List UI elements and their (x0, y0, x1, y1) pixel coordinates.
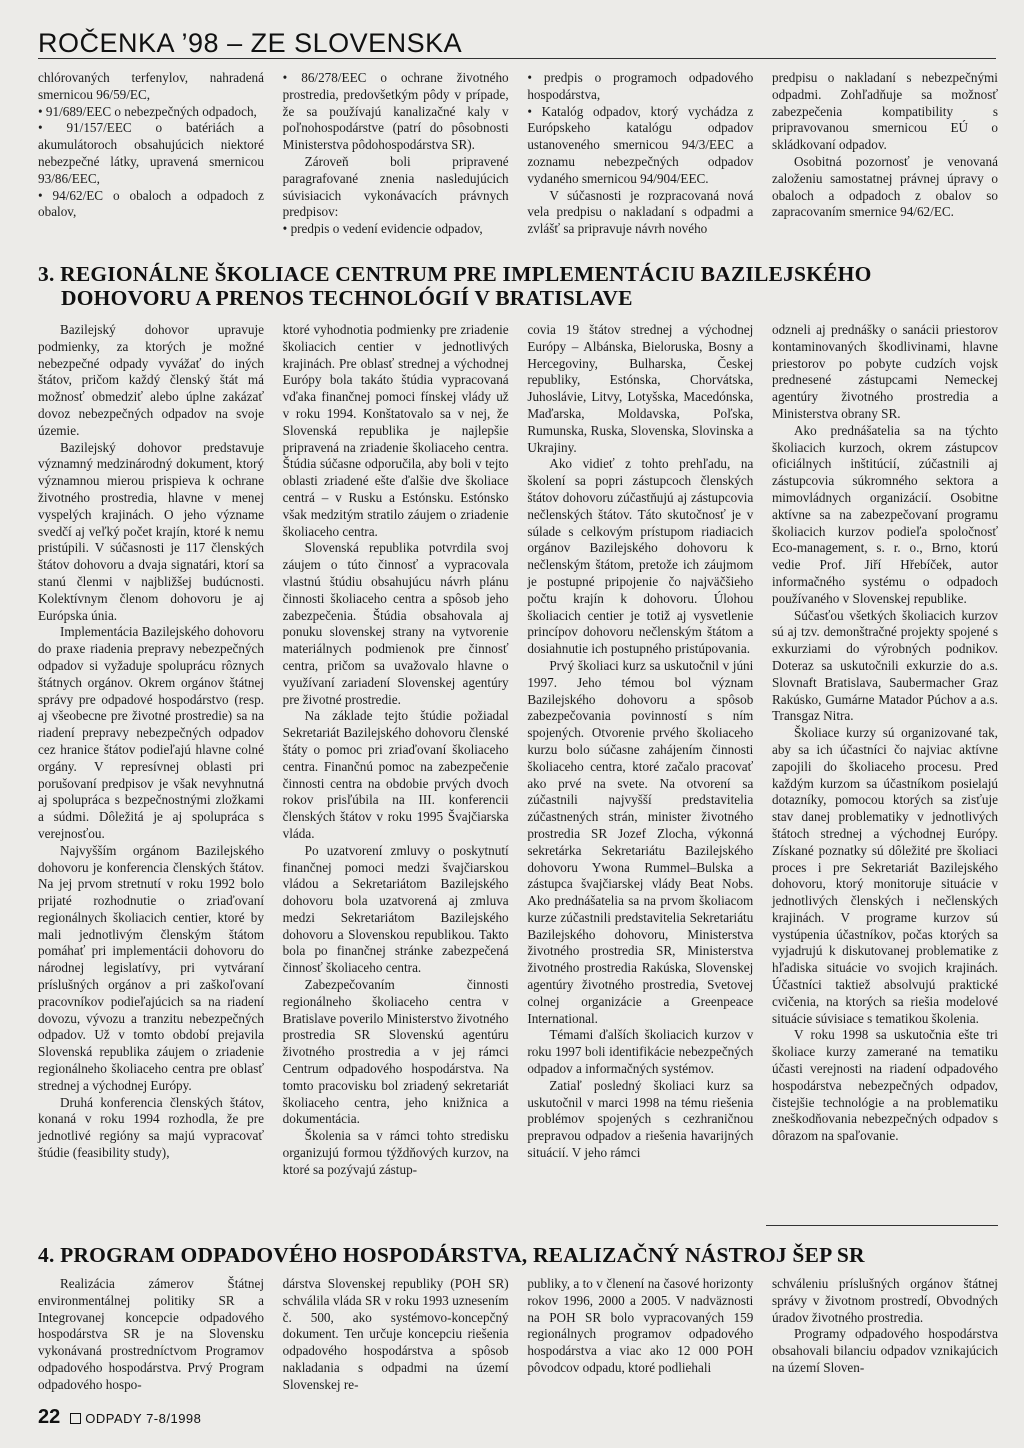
paragraph: Najvyšším orgánom Bazilejského dohovoru je konferencia členských štátov. Na jej prvom stretnutí v roku 1992 bolo prijaté rozhodnutie o zriaďovaní regionálnych školiacich centier, ktoré by mali jednotlivým členským štátom pomáhať pri implementácii dohovoru do národnej legislatívy, pri vytváraní príslušných orgánov a pri zaškoľovaní pracovníkov podieľajúcich sa na riadení dovozu, vývozu a tranzitu nebezpečných odpadov. Už v tomto období prejavila Slovenská republika záujem o zriadenie regionálneho školiaceho centra pre oblasť strednej a východnej Európy. (38, 842, 264, 1093)
paragraph: • predpis o programoch odpadového hospodárstva, (527, 70, 754, 102)
paragraph: Témami ďalších školiacich kurzov v roku 1997 boli identifikácie nebezpečných odpadov a informačných systémov. (527, 1027, 754, 1077)
section-3-column-3 (527, 322, 753, 1179)
paragraph: odzneli aj prednášky o sanácii priestorov kontaminovaných škodlivinami, hlavne priestorov po pobyte cudzích vojsk prednesené zástupcami Nemeckej agentúry životného prostredia a Ministerstva obrany SR. (771, 322, 998, 421)
paragraph: Ako vidieť z tohto prehľadu, na školení sa popri zástupcoch členských štátov dohovoru zúčastňujú aj zástupcovia nečlenských štátov. Táto skutočnosť je v súlade s celkovým prístupom riadiacich orgánov Bazilejského dohovoru k nečlenským štátom, pretože ich záujmom je postupné pripojenie čo najväčšieho počtu krajín k dohovoru. Úlohou školiacich centier je totiž aj vysvetlenie princípov dohovoru nečlenským štátom a dosiahnutie ich postupného pristúpovania. (527, 456, 754, 657)
paragraph: Školiace kurzy sú organizované tak, aby sa ich účastníci čo najviac aktívne zapojili do školiaceho procesu. Pred každým kurzom sa účastníkom posielajú dotazníky, pomocou ktorých sa zisťuje stav danej problematiky v jednotlivých štátoch strednej a východnej Európy. Získané poznatky sú dôležité pre školiaci proces i pre Sekretariát Bazilejského dohovoru, ktorý monitoruje situácie v jednotlivých členských i nečlenských krajinách. V programe kurzov sú vystúpenia účastníkov, počas ktorých sa vyjadrujú k diskutovanej problematike z hľadiska situácie vo svojich krajinách. Účastníci taktiež absolvujú praktické cvičenia, na ktorých sa riešia modelové situácie súvisiace s tematikou školenia. (771, 725, 998, 1026)
section-3-columns (38, 322, 998, 1179)
paragraph: V roku 1998 sa uskutočnia ešte tri školiace kurzy zamerané na tematiku účasti verejnosti na riadení odpadového hospodárstva nebezpečných odpadov, čistejšie technológie a na problematiku zneškodňovania nebezpečných odpadov s dôrazom na spaľovanie. (771, 1027, 998, 1144)
section-divider (766, 1225, 998, 1226)
paragraph: Na základe tejto štúdie požiadal Sekretariát Bazilejského dohovoru členské štáty o pomoc pri zriaďovaní školiaceho centra. Finančnú pomoc na zabezpečenie činnosti centra na obdobie prvých dvoch rokov prisľúbila na III. konferencii členských štátov v roku 1995 Švajčiarska vláda. (282, 708, 509, 841)
top-columns (38, 70, 998, 238)
paragraph: dárstva Slovenskej republiky (POH SR) schválila vláda SR v roku 1993 uznesením č. 500, ako systémovo-koncepčný dokument. Ten určuje koncepciu riešenia odpadového hospodárstva a spôsob nakladania s odpadmi na území Slovenskej re- (282, 1276, 509, 1392)
section-3-title-line: 3. REGIONÁLNE ŠKOLIACE CENTRUM PRE IMPLEMENTÁCIU BAZILEJSKÉHO (38, 262, 872, 286)
page-header: ROČENKA ’98 – ZE SLOVENSKA (38, 28, 463, 58)
paragraph: Po uzatvorení zmluvy o poskytnutí finančnej pomoci medzi švajčiarskou vládou a Sekretariátom Bazilejského dohovoru bola uzatvorená aj zmluva medzi Sekretariátom Bazilejského dohovoru a Slovenskou republikou. Takto bola po finančnej stránke zabezpečená činnosť školiaceho centra. (282, 842, 509, 976)
section-4-columns (38, 1276, 998, 1394)
section-3-column-4 (772, 322, 998, 1179)
paragraph: • 91/157/EEC o batériách a akumulátoroch obsahujúcich niektoré nebezpečné látky, upravená smernicou 93/86/EEC, (38, 120, 264, 186)
section-4-column-1 (38, 1276, 264, 1394)
paragraph: Realizácia zámerov Štátnej environmentálnej politiky SR a Integrovanej koncepcie odpadového hospodárstva SR je na Slovensku vykonávaná prostredníctvom Programov odpadového hospodárstva. Prvý Program odpadového hospo- (38, 1276, 264, 1392)
paragraph: Slovenská republika potvrdila svoj záujem o túto činnosť a vypracovala vlastnú štúdiu obsahujúcu návrh plánu činnosti školiaceho centra a spôsob jeho zabezpečenia. Štúdia obsahovala aj ponuku slovenskej strany na vytvorenie materiálnych podmienok pre činnosť centra, pričom sa uvažovalo hlavne o využívaní zariadení Slovenskej agentúry pre životné prostredie. (282, 540, 509, 707)
paragraph: ktoré vyhodnotia podmienky pre zriadenie školiacich centier v jednotlivých krajinách. Pre oblasť strednej a východnej Európy bola takáto štúdia vypracovaná vďaka finančnej pomoci fínskej vlády už v roku 1994. Konštatovalo sa v nej, že Slovenská republika je najlepšie pripravená na zriadenie školiaceho centra. Štúdia súčasne odporučila, aby boli v tejto oblasti zriadené ešte ďalšie dve školiace centrá – v Rusku a Estónsku. Estónsko však medzitým stratilo záujem o zriadenie školiaceho centra. (282, 322, 509, 539)
paragraph: Bazilejský dohovor upravuje podmienky, za ktorých je možné nebezpečné odpady vyvážať do iných štátov, pričom každý členský štát má možnosť obmedziť alebo úplne zakázať dovoz nebezpečných odpadov na svoje územie. (38, 322, 264, 438)
square-bullet-icon (70, 1413, 81, 1424)
paragraph: Ako prednášatelia sa na týchto školiacich kurzoch, okrem zástupcov oficiálnych inštitúcií, zúčastnili aj zástupcovia súkromného sektora a mimovládnych organizácií. Osobitne aktívne sa na zabezpečovaní programu školiacich kurzov podieľa spoločnosť Eco-management, s. r. o., Brno, ktorú vedie Prof. Jiří Hřebíček, autor informačného systému o odpadoch používaného v Slovenskej republike. (771, 422, 998, 606)
paragraph: • 91/689/EEC o nebezpečných odpadoch, (38, 103, 257, 119)
magazine-name (70, 1411, 201, 1426)
paragraph: Zároveň boli pripravené paragrafované znenia nasledujúcich súvisiacich vykonávacích právnych predpisov: (282, 153, 509, 220)
paragraph: chlórovaných terfenylov, nahradená smernicou 96/59/EC, (38, 70, 264, 102)
paragraph: V súčasnosti je rozpracovaná nová vela predpisu o nakladaní s odpadmi a zvlášť sa pripravuje návrh nového (527, 187, 754, 237)
section-3-column-2 (283, 322, 509, 1179)
paragraph: Zatiaľ posledný školiaci kurz sa uskutočnil v marci 1998 na tému riešenia problémov spojených s cezhraničnou prepravou odpadov a riešenia havarijných situácií. V jeho rámci (527, 1077, 754, 1161)
top-column-4 (772, 70, 998, 238)
paragraph: • Katalóg odpadov, ktorý vychádza z Európskeho katalógu odpadov ustanoveného smernicou 94/3/EEC a zoznamu nebezpečných odpadov vydaného smernicou 94/904/EEC. (527, 103, 754, 186)
paragraph: Prvý školiaci kurz sa uskutočnil v júni 1997. Jeho témou bol význam Bazilejského dohovoru a spôsob zabezpečovania povinností s ním spojených. Otvorenie prvého školiaceho kurzu bolo súčasne zahájením činnosti školiaceho centra, ktoré začalo pracovať ako prvé na svete. Na otvorení sa zúčastnili najvyšší predstavitelia zúčastnených strán, minister životného prostredia SR Jozef Zlocha, výkonná sekretárka Sekretariátu Bazilejského dohovoru Ywona Rummel–Bulska a zástupca švajčiarskej vlády Beat Nobs. Ako prednášatelia sa na prvom školiacom kurze zúčastnili predstavitelia Sekretariátu Bazilejského dohovoru, Ministerstva životného prostredia SR, Ministerstva životného prostredia Rakúska, Slovenskej agentúry životného prostredia, Svetovej colnej organizácie a Greenpeace International. (527, 657, 754, 1026)
page-number: 22 (38, 1406, 61, 1428)
paragraph: • 94/62/EC o obaloch a odpadoch z obalov, (38, 187, 264, 220)
paragraph: • predpis o vedení evidencie odpadov, (282, 221, 483, 237)
top-column-3 (527, 70, 753, 238)
page-footer (38, 1406, 201, 1429)
section-4-column-4 (772, 1276, 998, 1394)
paragraph: Súčasťou všetkých školiacich kurzov sú aj tzv. demonštračné projekty spojené s exkurziami do výrobných podnikov. Doteraz sa uskutočnili exkurzie do a.s. Slovnaft Bratislava, Saubermacher Graz Rakúsko, Gumárne Matador Púchov a a.s. Transgaz Nitra. (771, 607, 998, 724)
section-4-column-2 (283, 1276, 509, 1394)
section-3-title-line: DOHOVORU A PRENOS TECHNOLÓGIÍ V BRATISLAVE (61, 286, 633, 310)
top-column-1 (38, 70, 264, 238)
paragraph: publiky, a to v členení na časové horizonty rokov 1996, 2000 a 2005. V nadväznosti na POH SR bolo vypracovaných 159 regionálnych programov odpadového hospodárstva a viac ako 12 000 POH pôvodcov odpadu, ktoré podliehali (527, 1276, 754, 1375)
section-4-column-3 (527, 1276, 753, 1394)
section-4-title: 4. PROGRAM ODPADOVÉHO HOSPODÁRSTVA, REALIZAČNÝ NÁSTROJ ŠEP SR (38, 1243, 865, 1267)
header-rule (38, 58, 996, 59)
paragraph: Zabezpečovaním činnosti regionálneho školiaceho centra v Bratislave poverilo Ministerstvo životného prostredia SR Slovenskú agentúru životného prostredia a v jej rámci Centrum odpadového hospodárstva. Na tomto pracovisku bol zriadený sekretariát školiaceho centra, jeho knižnica a dokumentácia. (282, 977, 509, 1127)
paragraph: Osobitná pozornosť je venovaná založeniu samostatnej právnej úpravy o obaloch a odpadoch z obalov so zapracovaním smernice 94/62/EC. (771, 153, 998, 220)
magazine-label: ODPADY 7-8/1998 (85, 1411, 202, 1426)
top-column-2 (283, 70, 509, 238)
paragraph: Bazilejský dohovor predstavuje významný medzinárodný dokument, ktorý významnou mierou prispieva k ochrane životného prostredia, hlavne v menej vyspelých krajinách. O jeho význame svedčí aj veľký počet krajín, ktoré k nemu pristúpili. V súčasnosti je 117 členských štátov dohovoru a dvaja signatári, ktorí sa stanú členmi v najbližšej budúcnosti. Kolektívnym členom dohovoru je aj Európska únia. (38, 439, 264, 623)
paragraph: Školenia sa v rámci tohto stredisku organizujú formou týždňových kurzov, na ktoré sa pozývajú zástup- (282, 1128, 509, 1177)
paragraph: predpisu o nakladaní s nebezpečnými odpadmi. Zohľadňuje sa možnosť zabezpečenia kompatibility s pripravovanou smernicou EÚ o skládkovaní odpadov. (771, 70, 998, 153)
section-3-column-1 (38, 322, 264, 1179)
paragraph: Druhá konferencia členských štátov, konaná v roku 1994 rozhodla, že pre jednotlivé regióny sa majú vypracovať štúdie (feasibility study), (38, 1094, 264, 1161)
paragraph: • 86/278/EEC o ochrane životného prostredia, predovšetkým pôdy v prípade, že sa používajú kanalizačné kaly v poľnohospodárstve (patrí do pôsobnosti Ministerstva pôdohospodárstva SR). (282, 70, 509, 153)
paragraph: covia 19 štátov strednej a východnej Európy – Albánska, Bieloruska, Bosny a Hercegoviny, Bulharska, Českej republiky, Estónska, Chorvátska, Juhoslávie, Litvy, Lotyšska, Macedónska, Maďarska, Moldavska, Poľska, Rumunska, Ruska, Slovenska, Slovinska a Ukrajiny. (527, 322, 754, 455)
paragraph: Programy odpadového hospodárstva obsahovali bilanciu odpadov vznikajúcich na území Sloven- (771, 1326, 998, 1375)
paragraph: schváleniu príslušných orgánov štátnej správy v životnom prostredí, Obvodných úradov životného prostredia. (771, 1276, 998, 1325)
paragraph: Implementácia Bazilejského dohovoru do praxe riadenia prepravy nebezpečných odpadov si vyžaduje spoluprácu rôznych štátnych orgánov. Okrem orgánov štátnej správy pre odpadové hospodárstvo (resp. aj všeobecne pre životné prostredie) sa na riadení prepravy nebezpečných odpadov cez hranice štátov podieľajú hlavne colné orgány. V represívnej oblasti pri porušovaní predpisov je však nevyhnutná aj spolupráca s bezpečnostnými zložkami a súdmi. Dôležitá je aj spolupráca s verejnosťou. (38, 624, 264, 841)
section-3-title (38, 262, 998, 310)
